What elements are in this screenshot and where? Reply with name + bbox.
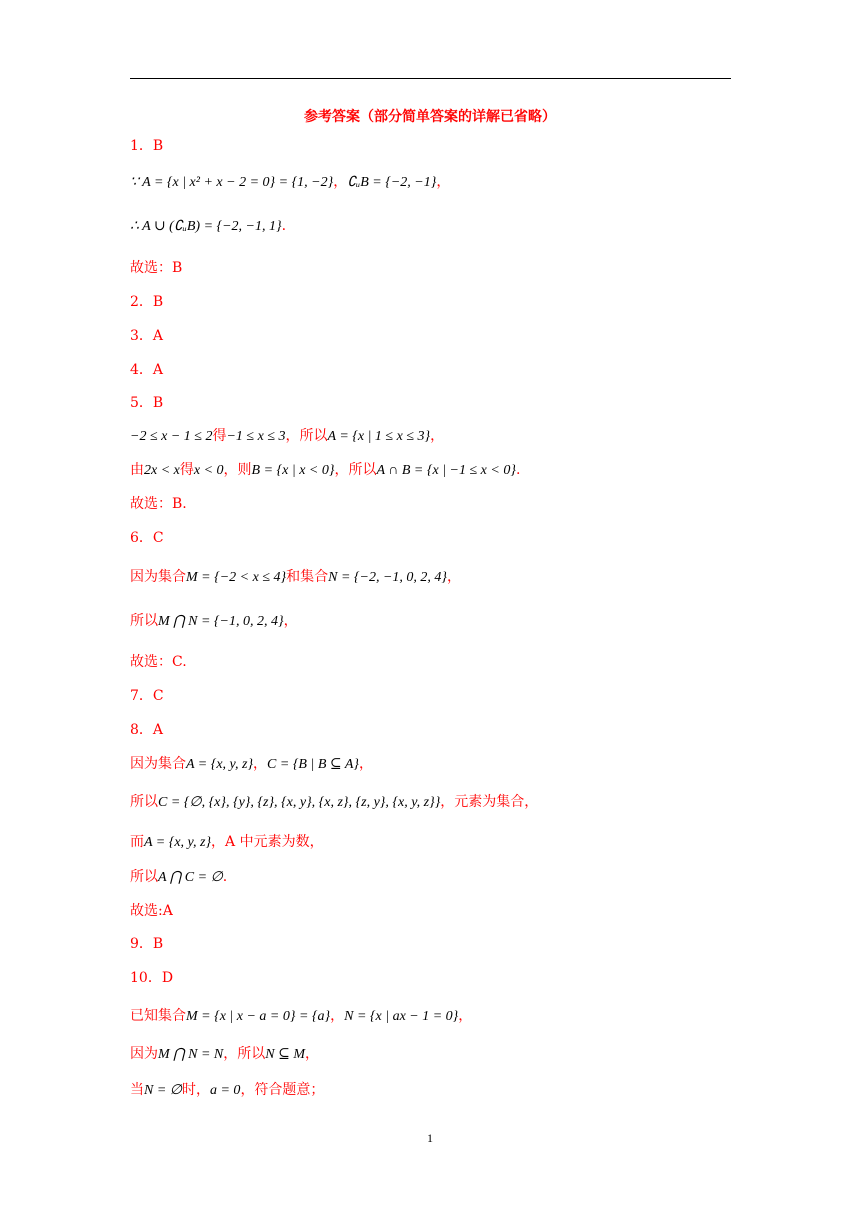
answer-text: 9．B	[130, 936, 164, 952]
answer-line	[130, 652, 187, 672]
answer-line	[130, 832, 324, 853]
answer-text: ，	[359, 756, 374, 772]
answer-text: ，A 中元素为数，	[211, 834, 324, 850]
answer-text: ，	[283, 613, 298, 629]
answer-text: ，所以	[334, 462, 377, 478]
answer-text: 故选:A	[130, 903, 173, 919]
answer-text: 故选：B	[130, 260, 183, 276]
math-expression: B = {x | x < 0}	[251, 463, 335, 478]
math-expression: 2x < x	[144, 463, 180, 478]
answer-text: ，	[333, 174, 348, 190]
answer-text: ，符合题意；	[240, 1082, 325, 1098]
answer-text: 而	[130, 834, 144, 850]
math-expression: M = {−2 < x ≤ 4}	[186, 570, 287, 585]
math-expression: ∵ A = {x | x² + x − 2 = 0} = {1, −2}	[130, 175, 334, 190]
answer-line	[130, 968, 173, 988]
answer-line	[130, 1006, 472, 1027]
answer-text: 2．B	[130, 294, 164, 310]
answer-text: 4．A	[130, 362, 164, 378]
math-expression: M ⋂ N = {−1, 0, 2, 4}	[158, 614, 284, 629]
answer-text: 时，	[181, 1082, 210, 1098]
answer-text: 所以	[130, 613, 158, 629]
answer-text: ，	[253, 756, 268, 772]
answer-line	[130, 216, 286, 237]
answer-text: 故选：B.	[130, 496, 187, 512]
answer-line	[130, 567, 461, 588]
answer-text: 得	[212, 428, 227, 444]
math-expression: A = {x, y, z}	[186, 757, 254, 772]
math-expression: x < 0	[193, 463, 224, 478]
answer-line	[130, 460, 520, 481]
answer-text: 因为集合	[130, 569, 186, 585]
answer-text: ，	[430, 428, 445, 444]
page-number: 1	[427, 1131, 433, 1145]
answer-text: 和集合	[286, 569, 329, 585]
answer-text: 因为集合	[130, 756, 186, 772]
math-expression: A = {x | 1 ≤ x ≤ 3}	[327, 429, 431, 444]
answer-line	[130, 1044, 319, 1065]
answer-line	[130, 326, 163, 346]
answer-text: 6．C	[130, 530, 164, 546]
math-expression: M = {x | x − a = 0} = {a}	[186, 1009, 331, 1024]
answer-text: ，元素为集合，	[440, 794, 539, 810]
answer-text: .	[515, 462, 521, 478]
answer-text: ，	[330, 1008, 345, 1024]
math-expression: −1 ≤ x ≤ 3	[226, 429, 286, 444]
answer-line	[130, 360, 163, 380]
answer-line	[130, 426, 444, 447]
math-expression: ∴ A ∪ (∁ᵤB) = {−2, −1, 1}	[130, 219, 282, 234]
math-expression: A ∩ B = {x | −1 ≤ x < 0}	[376, 463, 516, 478]
answer-text: 得	[179, 462, 194, 478]
math-expression: C = {∅, {x}, {y}, {z}, {x, y}, {x, z}, {z, y}, {x, y, z}}	[158, 795, 441, 810]
answer-text: ，所以	[285, 428, 328, 444]
answer-line	[130, 136, 163, 156]
answer-line	[130, 258, 182, 278]
answer-text: 3．A	[130, 328, 164, 344]
answer-text: .	[222, 869, 228, 885]
answer-text: 因为	[130, 1046, 158, 1062]
answer-text: ，所以	[223, 1046, 266, 1062]
answer-text: 当	[130, 1082, 144, 1098]
answer-line	[130, 901, 173, 921]
answer-line	[130, 934, 163, 954]
answer-text: 由	[130, 462, 144, 478]
answer-line	[130, 528, 164, 548]
answer-line	[130, 867, 227, 888]
math-expression: N ⊆ M	[265, 1047, 306, 1062]
answer-text: 所以	[130, 869, 158, 885]
answer-text: ，	[458, 1008, 473, 1024]
math-expression: A = {x, y, z}	[144, 835, 212, 850]
math-expression: N = {−2, −1, 0, 2, 4}	[328, 570, 447, 585]
answer-text: ，	[436, 174, 451, 190]
answer-text: 7．C	[130, 688, 164, 704]
answer-text: ，则	[223, 462, 252, 478]
answer-text: 已知集合	[130, 1008, 186, 1024]
answer-line	[130, 611, 298, 632]
math-expression: N = ∅	[144, 1083, 182, 1098]
answer-line	[130, 292, 163, 312]
answer-text: 5．B	[130, 395, 164, 411]
answer-text: ，	[305, 1046, 320, 1062]
math-expression: A ⋂ C = ∅	[158, 870, 223, 885]
answer-line	[130, 393, 163, 413]
math-expression: M ⋂ N = N	[158, 1047, 224, 1062]
answer-line	[130, 1080, 324, 1101]
page-title: 参考答案（部分简单答案的详解已省略）	[304, 109, 556, 125]
math-expression: N = {x | ax − 1 = 0}	[344, 1009, 459, 1024]
answer-line	[130, 754, 373, 775]
answer-line	[130, 720, 163, 740]
answer-text: 10．D	[130, 970, 174, 986]
answer-text: ，	[447, 569, 461, 585]
math-expression: C = {B | B ⊆ A}	[267, 757, 360, 772]
answer-text: 1．B	[130, 138, 164, 154]
answer-line	[130, 792, 538, 813]
math-expression: ∁ᵤB = {−2, −1}	[347, 175, 437, 190]
header-rule	[130, 78, 731, 79]
math-expression: a = 0	[209, 1083, 241, 1098]
answer-text: 所以	[130, 794, 158, 810]
answer-line	[130, 172, 450, 193]
answer-text: 故选：C.	[130, 654, 187, 670]
answer-text: .	[281, 218, 287, 234]
answer-line	[130, 494, 187, 514]
math-expression: −2 ≤ x − 1 ≤ 2	[130, 429, 213, 444]
answer-text: 8．A	[130, 722, 164, 738]
answer-line	[130, 686, 164, 706]
